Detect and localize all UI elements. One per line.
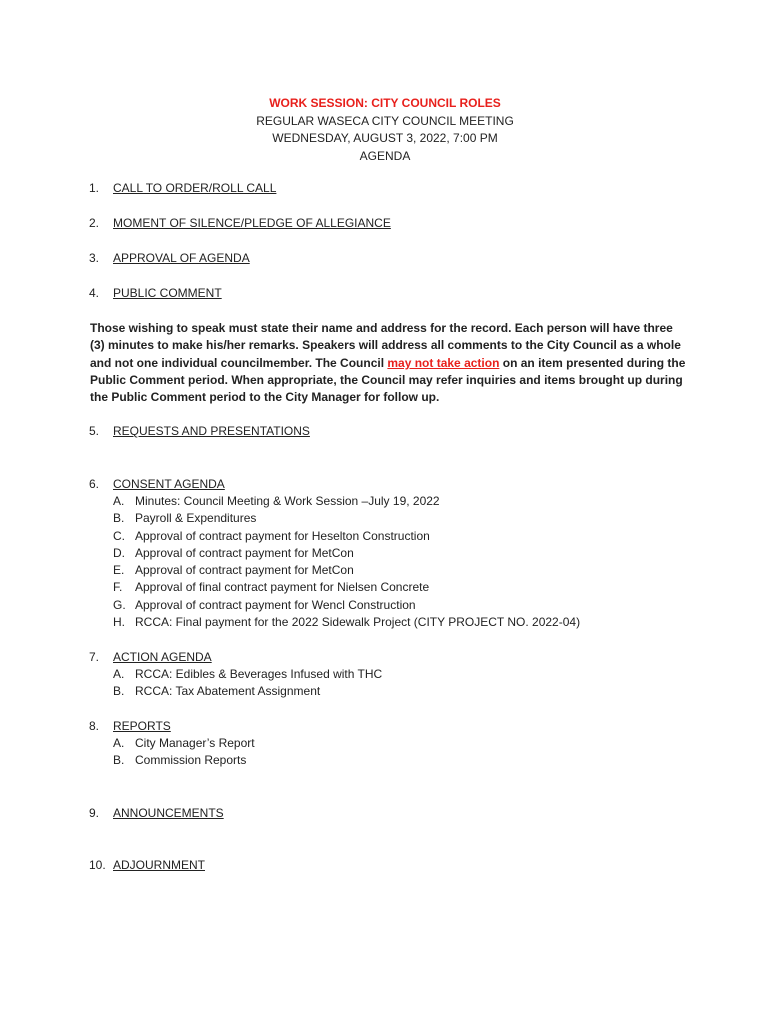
list-item: B. RCCA: Tax Abatement Assignment [113, 684, 321, 699]
list-item: H. RCCA: Final payment for the 2022 Sidewalk Project (CITY PROJECT NO. 2022-04) [113, 615, 581, 630]
meeting-date: WEDNESDAY, AUGUST 3, 2022, 7:00 PM [272, 131, 498, 145]
list-item: B. Commission Reports [113, 753, 247, 768]
list-item: B. Payroll & Expenditures [113, 511, 257, 526]
action-agenda-link[interactable]: ACTION AGENDA [113, 650, 212, 664]
public-comment-paragraph: Those wishing to speak must state their name and address for the record. Each person will have three (3) minutes to make his/her remarks. Speakers will address all comments to the City Council as a whole and not one individual councilmember. The Council may not take action on an item presented during the Public Comment period. When appropriate, the Council may refer inquiries and items brought up during the Public Comment period to the City Manager for follow up. [90, 321, 686, 405]
agenda-item-2: 2. MOMENT OF SILENCE/PLEDGE OF ALLEGIANCE [89, 216, 391, 230]
list-item: C. Approval of contract payment for Heselton Construction [113, 528, 430, 543]
session-title: WORK SESSION: CITY COUNCIL ROLES [269, 96, 501, 110]
agenda-header [0, 95, 770, 165]
agenda-item-1: 1. CALL TO ORDER/ROLL CALL [89, 181, 277, 195]
agenda-item-6: 6. CONSENT AGENDA [89, 477, 225, 491]
list-item: A. City Manager’s Report [113, 736, 255, 750]
requests-presentations-link[interactable]: REQUESTS AND PRESENTATIONS [113, 424, 310, 438]
approval-of-agenda-link[interactable]: APPROVAL OF AGENDA [113, 251, 250, 265]
agenda-item-7: 7. ACTION AGENDA [89, 650, 212, 664]
agenda-item-5: 5. REQUESTS AND PRESENTATIONS [89, 424, 310, 438]
public-comment-link[interactable]: PUBLIC COMMENT [113, 286, 222, 300]
list-item: A. RCCA: Edibles & Beverages Infused with THC [113, 667, 383, 681]
report-items-list [113, 735, 255, 770]
action-items-list [113, 666, 382, 701]
list-item: D. Approval of contract payment for MetCon [113, 545, 354, 560]
adjournment-link[interactable]: ADJOURNMENT [113, 858, 205, 872]
consent-items-list [113, 493, 580, 631]
call-to-order-link[interactable]: CALL TO ORDER/ROLL CALL [113, 181, 277, 195]
agenda-item-4: 4. PUBLIC COMMENT [89, 286, 222, 300]
may-not-take-action-link[interactable]: may not take action [387, 355, 500, 370]
agenda-item-10: 10. ADJOURNMENT [89, 858, 205, 872]
agenda-heading: AGENDA [359, 148, 411, 163]
meeting-name: REGULAR WASECA CITY COUNCIL MEETING [256, 113, 514, 128]
list-item: G. Approval of contract payment for Wencl Construction [113, 597, 416, 612]
list-item: F. Approval of final contract payment for Nielsen Concrete [113, 580, 430, 595]
reports-link[interactable]: REPORTS [113, 719, 171, 733]
list-item: A. Minutes: Council Meeting & Work Session –July 19, 2022 [113, 494, 440, 508]
agenda-item-9: 9. ANNOUNCEMENTS [89, 806, 224, 820]
consent-agenda-link[interactable]: CONSENT AGENDA [113, 477, 225, 491]
announcements-link[interactable]: ANNOUNCEMENTS [113, 806, 224, 820]
moment-of-silence-link[interactable]: MOMENT OF SILENCE/PLEDGE OF ALLEGIANCE [113, 216, 391, 230]
agenda-item-3: 3. APPROVAL OF AGENDA [89, 251, 250, 265]
agenda-item-8: 8. REPORTS [89, 719, 171, 733]
list-item: E. Approval of contract payment for MetCon [113, 563, 354, 578]
